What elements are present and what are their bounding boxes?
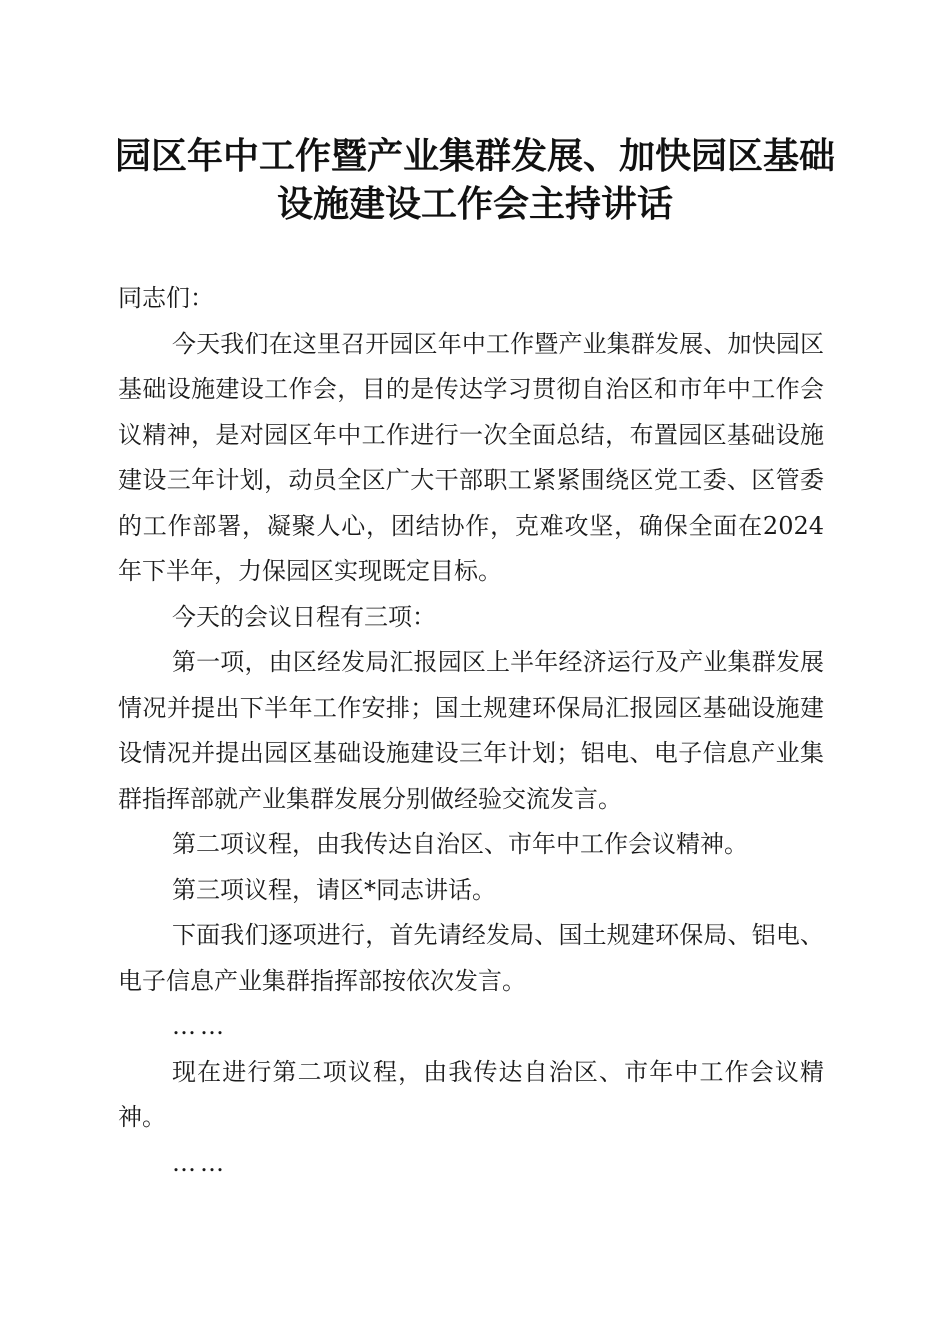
paragraph-proceed: 下面我们逐项进行，首先请经发局、国土规建环保局、铝电、电子信息产业集群指挥部按依次发言。 <box>118 921 824 995</box>
document-body <box>118 276 824 1186</box>
paragraph-second-item: 现在进行第二项议程，由我传达自治区、市年中工作会议精神。 <box>118 1057 824 1131</box>
title-line-1: 园区年中工作暨产业集群发展、加快园区基础 <box>114 135 835 177</box>
paragraph-agenda-item-1: 第一项，由区经发局汇报园区上半年经济运行及产业集群发展情况并提出下半年工作安排；国土规建环保局汇报园区基础设施建设情况并提出园区基础设施建设三年计划；铝电、电子信息产业集群指挥部就产业集群发展分别做经验交流发言。 <box>118 648 824 813</box>
paragraph-agenda-item-3: 第三项议程，请区*同志讲话。 <box>172 875 496 904</box>
document-title <box>100 132 850 228</box>
salutation: 同志们： <box>118 284 214 312</box>
title-line-2: 设施建设工作会主持讲话 <box>276 183 673 225</box>
paragraph-agenda-heading: 今天的会议日程有三项： <box>172 602 436 631</box>
paragraph-intro: 今天我们在这里召开园区年中工作暨产业集群发展、加快园区基础设施建设工作会，目的是传达学习贯彻自治区和市年中工作会议精神，是对园区年中工作进行一次全面总结，布置园区基础设施建设三年计划，动员全区广大干部职工紧紧围绕区党工委、区管委的工作部署，凝聚人心，团结协作，克难攻坚，确保全面在2024年下半年，力保园区实现既定目标。 <box>118 329 824 585</box>
paragraph-agenda-item-2: 第二项议程，由我传达自治区、市年中工作会议精神。 <box>172 830 748 858</box>
ellipsis-1: …… <box>172 1012 228 1040</box>
ellipsis-2: …… <box>172 1148 228 1177</box>
